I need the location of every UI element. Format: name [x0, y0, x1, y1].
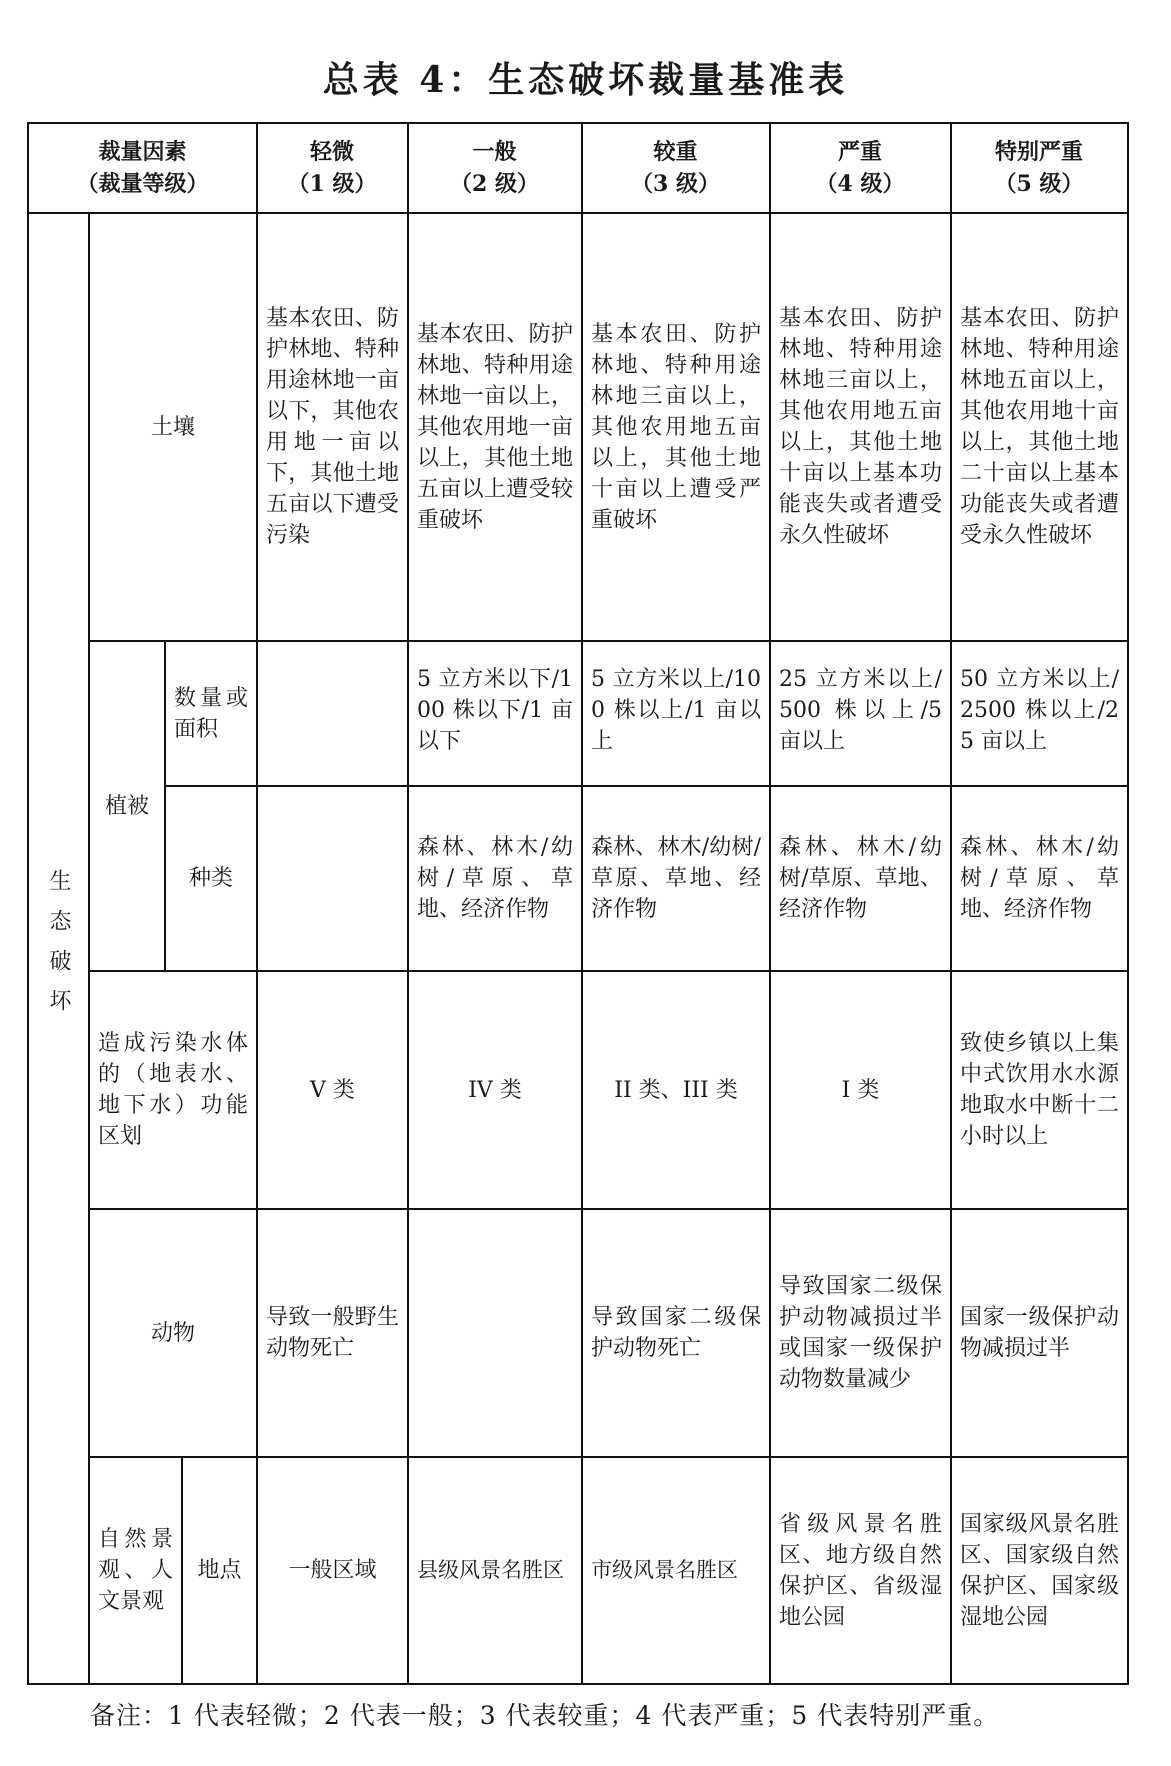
landscape-level-4: 省级风景名胜区、地方级自然保护区、省级湿地公园: [779, 1511, 942, 1630]
animal-level-1: 导致一般野生动物死亡: [266, 1305, 399, 1361]
water-level-3: II 类、III 类: [614, 1077, 738, 1103]
soil-level-5: 基本农田、防护林地、特种用途林地五亩以上，其他农用地十亩以上，其他土地二十亩以上基本功能丧失或者遭受永久性破坏: [960, 306, 1119, 548]
soil-level-3: 基本农田、防护林地、特种用途林地三亩以上，其他农用地五亩以上，其他土地十亩以上遭受严重破坏: [591, 321, 761, 533]
water-level-1: V 类: [310, 1077, 355, 1103]
header-level-3: 较重 （3 级）: [631, 139, 720, 197]
table-border-bottom: [27, 1683, 1129, 1685]
vegetation-species-level-5: 森林、林木/幼树/草原、草地、经济作物: [960, 835, 1119, 922]
footnote: 备注：1 代表轻微；2 代表一般；3 代表较重；4 代表严重；5 代表特别严重。: [90, 1701, 1000, 1730]
landscape-label: 自然景观、人文景观: [98, 1527, 173, 1614]
vegetation-quantity-level-2: 5 立方米以下/100 株以下/1 亩以下: [417, 667, 573, 754]
page-title: 总表 4：生态破坏裁量基准表: [322, 59, 849, 101]
vegetation-quantity-level-5: 50 立方米以上/2500 株以上/25 亩以上: [960, 667, 1119, 754]
vegetation-quantity-level-4: 25 立方米以上/500 株以上/5 亩以上: [779, 667, 942, 754]
landscape-level-3: 市级风景名胜区: [591, 1558, 738, 1582]
water-level-5: 致使乡镇以上集中式饮用水水源地取水中断十二小时以上: [960, 1031, 1119, 1149]
header-level-1: 轻微 （1 级）: [287, 139, 377, 197]
water-level-4: I 类: [841, 1077, 880, 1103]
soil-level-4: 基本农田、防护林地、特种用途林地三亩以上，其他农用地五亩以上，其他土地十亩以上基本功能丧失或者遭受永久性破坏: [779, 306, 942, 548]
water-label: 造成污染水体的（地表水、地下水）功能区划: [98, 1031, 248, 1149]
vegetation-species-level-3: 森林、林木/幼树/草原、草地、经济作物: [591, 835, 761, 922]
header-level-5: 特别严重 （5 级）: [994, 139, 1084, 197]
soil-level-2: 基本农田、防护林地、特种用途林地一亩以上，其他农用地一亩以上，其他土地五亩以上遭受较重破坏: [417, 321, 573, 533]
table-border-right: [1127, 122, 1129, 1685]
header-level-4: 严重 （4 级）: [815, 139, 905, 197]
animal-level-3: 导致国家二级保护动物死亡: [591, 1305, 761, 1361]
vegetation-species-label: 种类: [188, 866, 233, 891]
vegetation-quantity-label: 数量或面积: [174, 685, 248, 742]
landscape-level-5: 国家级风景名胜区、国家级自然保护区、国家级湿地公园: [960, 1511, 1119, 1630]
group-label: 生态破坏: [46, 868, 71, 1029]
vegetation-species-level-2: 森林、林木/幼树/草原、草地、经济作物: [417, 835, 573, 922]
water-level-2: IV 类: [468, 1077, 522, 1103]
soil-level-1: 基本农田、防护林地、特种用途林地一亩以下，其他农用地一亩以下，其他土地五亩以下遭受污染: [266, 306, 399, 548]
vegetation-label: 植被: [104, 793, 149, 819]
header-factor: 裁量因素 （裁量等级）: [76, 139, 209, 197]
landscape-level-1: 一般区域: [288, 1558, 377, 1583]
landscape-level-2: 县级风景名胜区: [417, 1558, 564, 1582]
landscape-sub-label: 地点: [197, 1558, 242, 1583]
animal-label: 动物: [150, 1320, 195, 1346]
animal-level-5: 国家一级保护动物减损过半: [960, 1305, 1119, 1361]
animal-level-4: 导致国家二级保护动物减损过半或国家一级保护动物数量减少: [779, 1274, 942, 1392]
vegetation-quantity-level-3: 5 立方米以上/100 株以上/1 亩以上: [591, 667, 761, 754]
soil-label: 土壤: [150, 414, 195, 440]
vegetation-species-level-4: 森林、林木/幼树/草原、草地、经济作物: [779, 835, 942, 922]
header-level-2: 一般 （2 级）: [450, 139, 539, 197]
